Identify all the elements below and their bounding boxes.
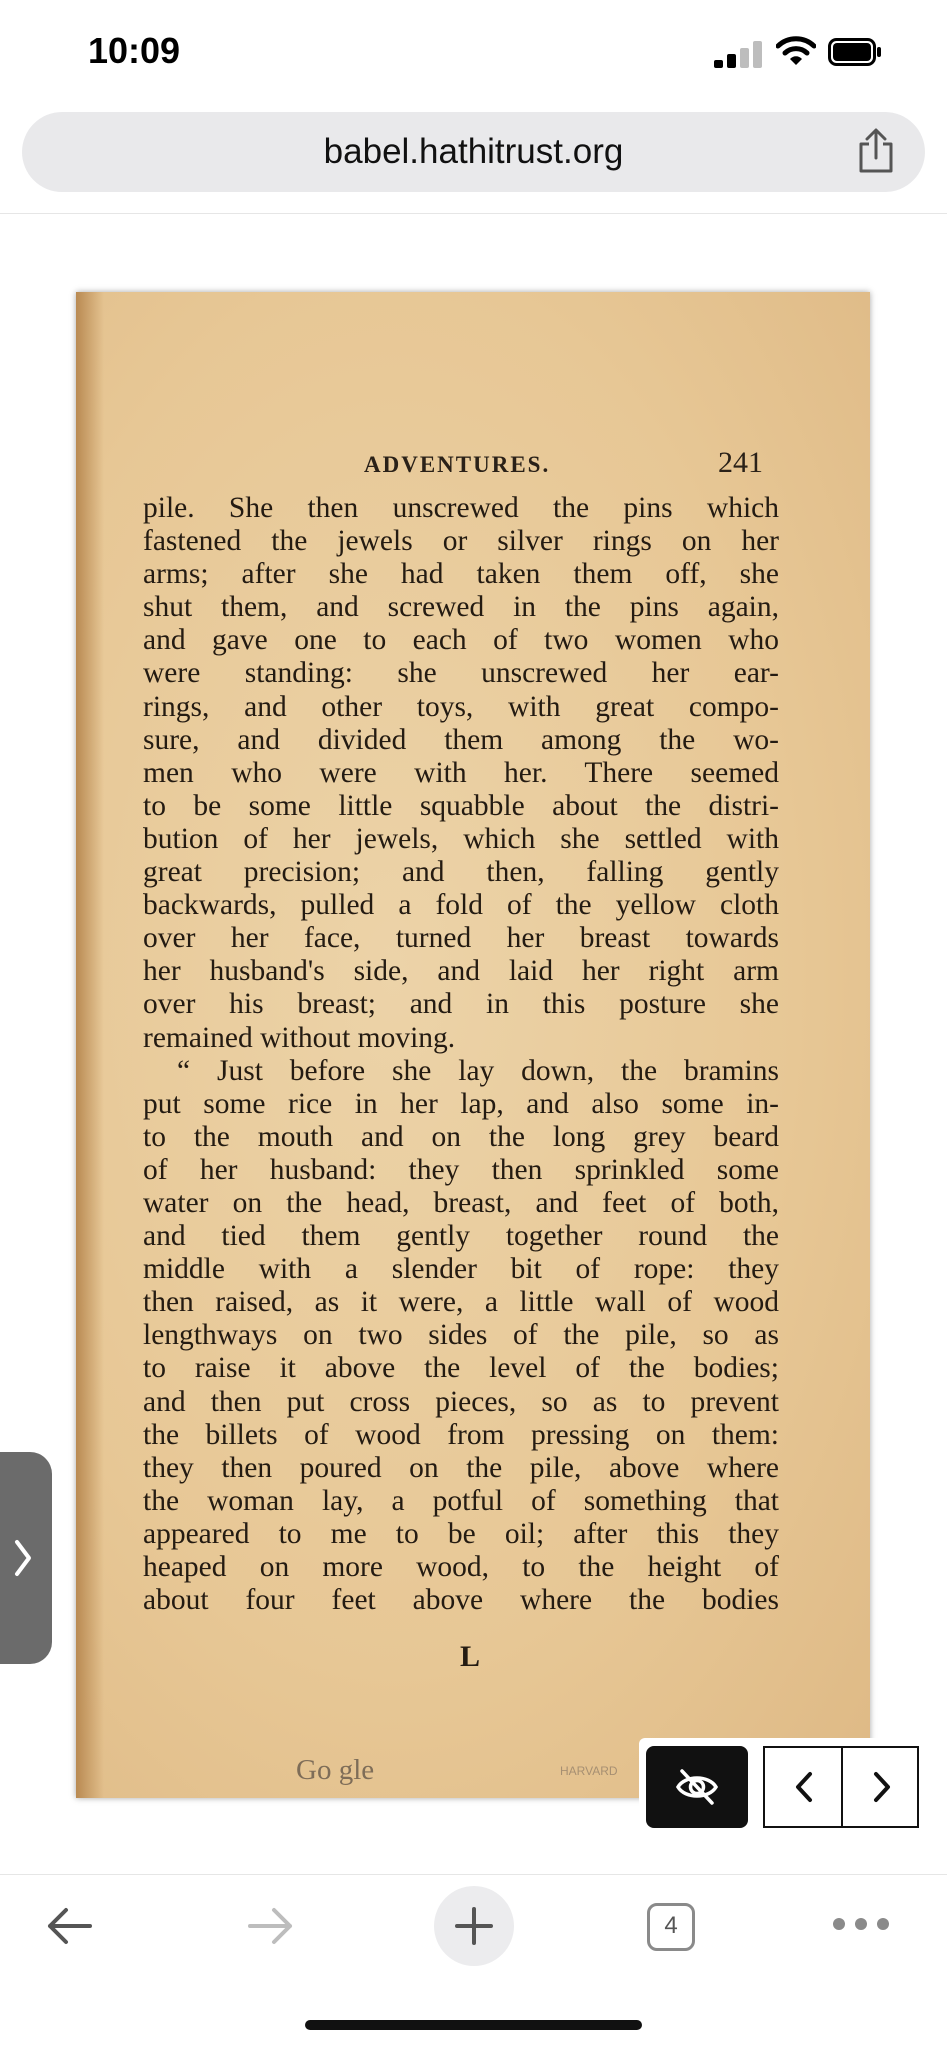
hide-controls-button[interactable] (646, 1746, 748, 1828)
text-line: to raise it above the level of the bodies; (143, 1352, 779, 1385)
text-line: pile. She then unscrewed the pins which (143, 492, 779, 524)
text-line: to be some little squabble about the distri- (143, 789, 779, 822)
page-nav-group (763, 1746, 919, 1828)
text-line: lengthways on two sides of the pile, so as (143, 1319, 779, 1352)
home-indicator (305, 2020, 642, 2030)
text-line: the woman lay, a potful of something that (143, 1484, 779, 1517)
arrow-right-icon (240, 1896, 300, 1956)
forward-button[interactable] (240, 1896, 300, 1956)
text-line: shut them, and screwed in the pins again, (143, 591, 779, 624)
chevron-right-icon (868, 1770, 896, 1804)
text-line: were standing: she unscrewed her ear- (143, 657, 779, 690)
text-line: rings, and other toys, with great compo- (143, 690, 779, 723)
text-line: to the mouth and on the long grey beard (143, 1120, 779, 1153)
status-time: 10:09 (88, 30, 181, 71)
chevron-right-icon (12, 1538, 34, 1578)
new-tab-button[interactable] (434, 1886, 514, 1966)
text-line: “ Just before she lay down, the bramins (177, 1054, 779, 1087)
page-number: 241 (718, 446, 763, 479)
text-line: and gave one to each of two women who (143, 624, 779, 657)
chevron-left-icon (790, 1770, 818, 1804)
side-panel-toggle[interactable] (0, 1452, 52, 1664)
next-page-button[interactable] (843, 1748, 919, 1826)
text-line: fastened the jewels or silver rings on her (143, 525, 779, 558)
previous-page-button[interactable] (765, 1748, 841, 1826)
text-line: bution of her jewels, which she settled with (143, 822, 779, 855)
text-line: then raised, as it were, a little wall of wood (143, 1286, 779, 1319)
text-line: arms; after she had taken them off, she (143, 558, 779, 591)
text-line: over her face, turned her breast towards (143, 922, 779, 955)
text-line: put some rice in her lap, and also some in- (143, 1087, 779, 1120)
url-text[interactable]: babel.hathitrust.org (323, 132, 624, 171)
text-line: appeared to me to be oil; after this they (143, 1517, 779, 1550)
google-watermark: Go gle (296, 1754, 375, 1786)
text-line: remained without moving. (143, 1021, 456, 1054)
toolbar-divider (0, 1874, 947, 1875)
text-line: and tied them gently together round the (143, 1220, 779, 1253)
share-icon[interactable] (855, 128, 897, 174)
top-divider (0, 213, 947, 214)
cellular-signal-icon (714, 40, 762, 68)
text-line: over his breast; and in this posture she (143, 988, 779, 1021)
eye-slash-icon (675, 1765, 719, 1809)
text-line: the billets of wood from pressing on them: (143, 1418, 779, 1451)
arrow-left-icon (40, 1896, 100, 1956)
text-line: of her husband: they then sprinkled some (143, 1153, 779, 1186)
more-menu-button[interactable] (833, 1916, 889, 1932)
back-button[interactable] (40, 1896, 100, 1956)
text-line: her husband's side, and laid her right arm (143, 955, 779, 988)
text-line: water on the head, breast, and feet of both, (143, 1186, 779, 1219)
text-line: great precision; and then, falling gently (143, 856, 779, 889)
wifi-icon (776, 34, 816, 68)
scanned-page (76, 292, 870, 1798)
text-line: sure, and divided them among the wo- (143, 723, 779, 756)
text-line: about four feet above where the bodies (143, 1584, 779, 1617)
text-line: heaped on more wood, to the height of (143, 1551, 779, 1583)
address-bar[interactable] (22, 112, 925, 192)
tabs-button[interactable] (647, 1903, 695, 1951)
library-watermark: HARVARD (560, 1764, 618, 1778)
plus-icon (454, 1906, 494, 1946)
text-line: middle with a slender bit of rope: they (143, 1253, 779, 1286)
page-body-text (143, 492, 779, 1617)
tab-count: 4 (664, 1912, 678, 1939)
battery-icon (828, 38, 882, 66)
running-head: ADVENTURES. (364, 452, 551, 477)
text-line: men who were with her. There seemed (143, 756, 779, 789)
text-line: and then put cross pieces, so as to prevent (143, 1385, 779, 1418)
signature-mark: L (460, 1640, 481, 1673)
text-line: they then poured on the pile, above where (143, 1451, 779, 1484)
text-line: backwards, pulled a fold of the yellow cloth (143, 889, 779, 922)
